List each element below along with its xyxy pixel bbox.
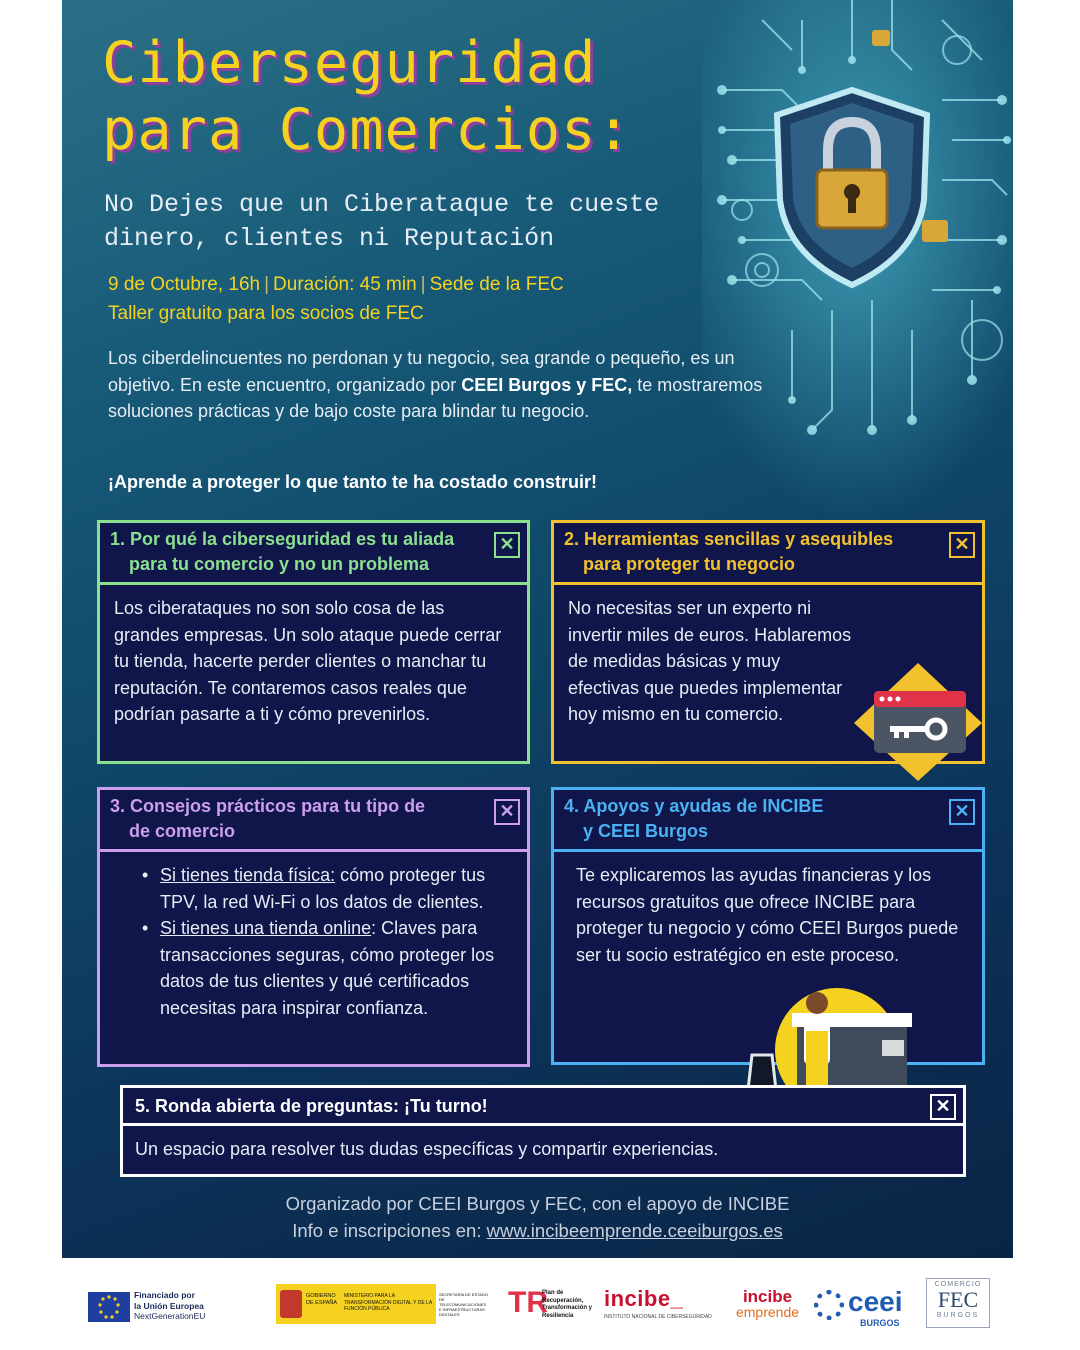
tip-label: Si tienes tienda física:: [160, 865, 336, 885]
event-line-1: [108, 270, 564, 299]
subtitle: No Dejes que un Ciberataque te cueste dinero, clientes ni Reputación: [104, 190, 660, 253]
section-1-title-line-1: 1. Por qué la ciberseguridad es tu aliada: [110, 529, 455, 549]
ministry-label: MINISTERIO PARA LA TRANSFORMACIÓN DIGITAL Y DE LA FUNCIÓN PÚBLICA: [344, 1293, 432, 1312]
ceei-subtitle: BURGOS: [860, 1318, 900, 1328]
eu-line-3: NextGenerationEU: [134, 1311, 206, 1321]
poster: [62, 0, 1013, 1258]
key-window-icon: [854, 663, 982, 781]
prtr-logo: [508, 1286, 598, 1326]
list-item: [142, 915, 513, 1021]
call-to-action: ¡Aprende a proteger lo que tanto te ha costado construir!: [108, 472, 598, 492]
section-1-card: [97, 520, 530, 764]
close-icon: ✕: [494, 532, 520, 558]
tip-text: cómo proteger tus TPV, la red Wi-Fi o los datos de clientes.: [160, 865, 486, 912]
section-5-header: [123, 1088, 963, 1126]
event-date: 9 de Octubre, 16h: [108, 274, 261, 295]
intro-text-before: Los ciberdelincuentes no perdonan y tu negocio, sea grande o pequeño, es un objetivo. En este encuentro, organizado por: [108, 348, 735, 395]
eu-funding-logo: [88, 1290, 213, 1330]
fec-subtitle: BURGOS: [936, 1312, 980, 1319]
section-2-title-line-1: 2. Herramientas sencillas y asequibles: [564, 529, 894, 549]
incibe-logo: [604, 1286, 720, 1326]
section-3-header: [100, 790, 527, 852]
section-5-card: [120, 1085, 966, 1177]
tips-list: [114, 862, 513, 1021]
section-2-card: [551, 520, 985, 764]
incibe-wordmark: incibe_: [604, 1286, 684, 1311]
fec-top-label: COMERCIO: [934, 1281, 982, 1288]
section-4-body: Te explicaremos las ayudas financieras y los recursos gratuitos que ofrece INCIBE para proteger tu negocio y cómo CEEI Burgos puede ser tu socio estratégico en este proceso.: [576, 865, 959, 965]
section-2-body: No necesitas ser un experto ni invertir miles de euros. Hablaremos de medidas básicas y muy efectivas que puedes implementar hoy mismo en tu comercio.: [568, 598, 852, 724]
intro-paragraph: [108, 345, 788, 425]
footer-organizers: Organizado por CEEI Burgos y FEC, con el apoyo de INCIBE: [285, 1193, 790, 1214]
close-icon: ✕: [949, 532, 975, 558]
gobierno-label: GOBIERNO DE ESPAÑA: [306, 1293, 338, 1306]
ceei-mark-icon: [814, 1290, 844, 1320]
section-1-header: [100, 523, 527, 585]
ceei-logo: [814, 1286, 906, 1330]
spain-government-logo: [276, 1284, 492, 1324]
main-title: [102, 30, 632, 164]
sponsor-logos: [0, 1270, 1080, 1350]
tip-label: Si tienes una tienda online: [160, 918, 372, 938]
fec-wordmark: FEC: [937, 1287, 979, 1312]
intro-text-after: te mostraremos soluciones prácticas y de bajo coste para blindar tu negocio.: [108, 374, 763, 421]
emprende-line-1: incibe: [742, 1287, 793, 1306]
separator: |: [420, 274, 426, 295]
prtr-label: Plan de Recuperación, Transformación y Resiliencia: [542, 1290, 593, 1319]
section-1-body: Los ciberataques no son solo cosa de las grandes empresas. Un solo ataque puede cerrar tu tienda, hacerte perder clientes o manchar tu reputación. Te contaremos casos reales que podrían pasarte a ti y cómo prevenirlos.: [114, 598, 502, 724]
event-duration: Duración: 45 min: [273, 274, 417, 295]
tip-text: : Claves para transacciones seguras, cómo proteger los datos de tus clientes y qué certificados necesitas para inspirar confianza.: [160, 918, 495, 1018]
eu-flag-icon: [88, 1292, 130, 1322]
section-3-title-line-1: 3. Consejos prácticos para tu tipo de: [110, 796, 426, 816]
event-details: [108, 270, 564, 328]
section-3-title-line-2: de comercio: [129, 821, 236, 841]
footer-info-prefix: Info e inscripciones en:: [292, 1220, 487, 1241]
title-line-1: Ciberseguridad: [102, 30, 597, 96]
eu-line-1: Financiado por: [134, 1290, 195, 1300]
section-4-title-line-1: 4. Apoyos y ayudas de INCIBE: [564, 796, 824, 816]
intro-organizers: CEEI Burgos y FEC,: [461, 374, 633, 395]
section-1-title-line-2: para tu comercio y no un problema: [129, 554, 430, 574]
prtr-mark-icon: TR: [508, 1286, 548, 1319]
footer-info: [62, 1217, 1013, 1244]
fec-logo: [926, 1278, 990, 1328]
ceei-wordmark: ceei: [848, 1286, 903, 1317]
footer: [62, 1190, 1013, 1244]
separator: |: [264, 274, 270, 295]
event-venue: Sede de la FEC: [429, 274, 564, 295]
emprende-line-2: emprende: [735, 1304, 800, 1320]
section-5-title: 5. Ronda abierta de preguntas: ¡Tu turno!: [135, 1096, 488, 1116]
list-item: [142, 862, 513, 915]
section-3-body: [100, 852, 527, 1031]
title-line-2: para Comercios:: [102, 97, 632, 163]
eu-line-2: la Unión Europea: [134, 1300, 204, 1311]
section-4-header: [554, 790, 982, 852]
secretaria-label: SECRETARÍA DE ESTADO DE TELECOMUNICACIONES E INFRAESTRUCTURAS DIGITALES: [436, 1284, 492, 1324]
coat-of-arms-icon: [280, 1290, 302, 1318]
section-5-body: Un espacio para resolver tus dudas específicas y compartir experiencias.: [135, 1139, 719, 1159]
event-audience: Taller gratuito para los socios de FEC: [108, 303, 424, 324]
close-icon: ✕: [949, 799, 975, 825]
section-2-header: [554, 523, 982, 585]
section-3-card: [97, 787, 530, 1067]
section-2-title-line-2: para proteger tu negocio: [583, 554, 796, 574]
incibe-subtitle: INSTITUTO NACIONAL DE CIBERSEGURIDAD: [604, 1314, 712, 1320]
incibe-emprende-logo: [730, 1288, 805, 1328]
section-4-title-line-2: y CEEI Burgos: [583, 821, 709, 841]
shield-padlock-illustration: [702, 0, 1013, 520]
close-icon: ✕: [494, 799, 520, 825]
registration-link[interactable]: www.incibeemprende.ceeiburgos.es: [486, 1220, 783, 1241]
close-icon: ✕: [930, 1094, 956, 1120]
